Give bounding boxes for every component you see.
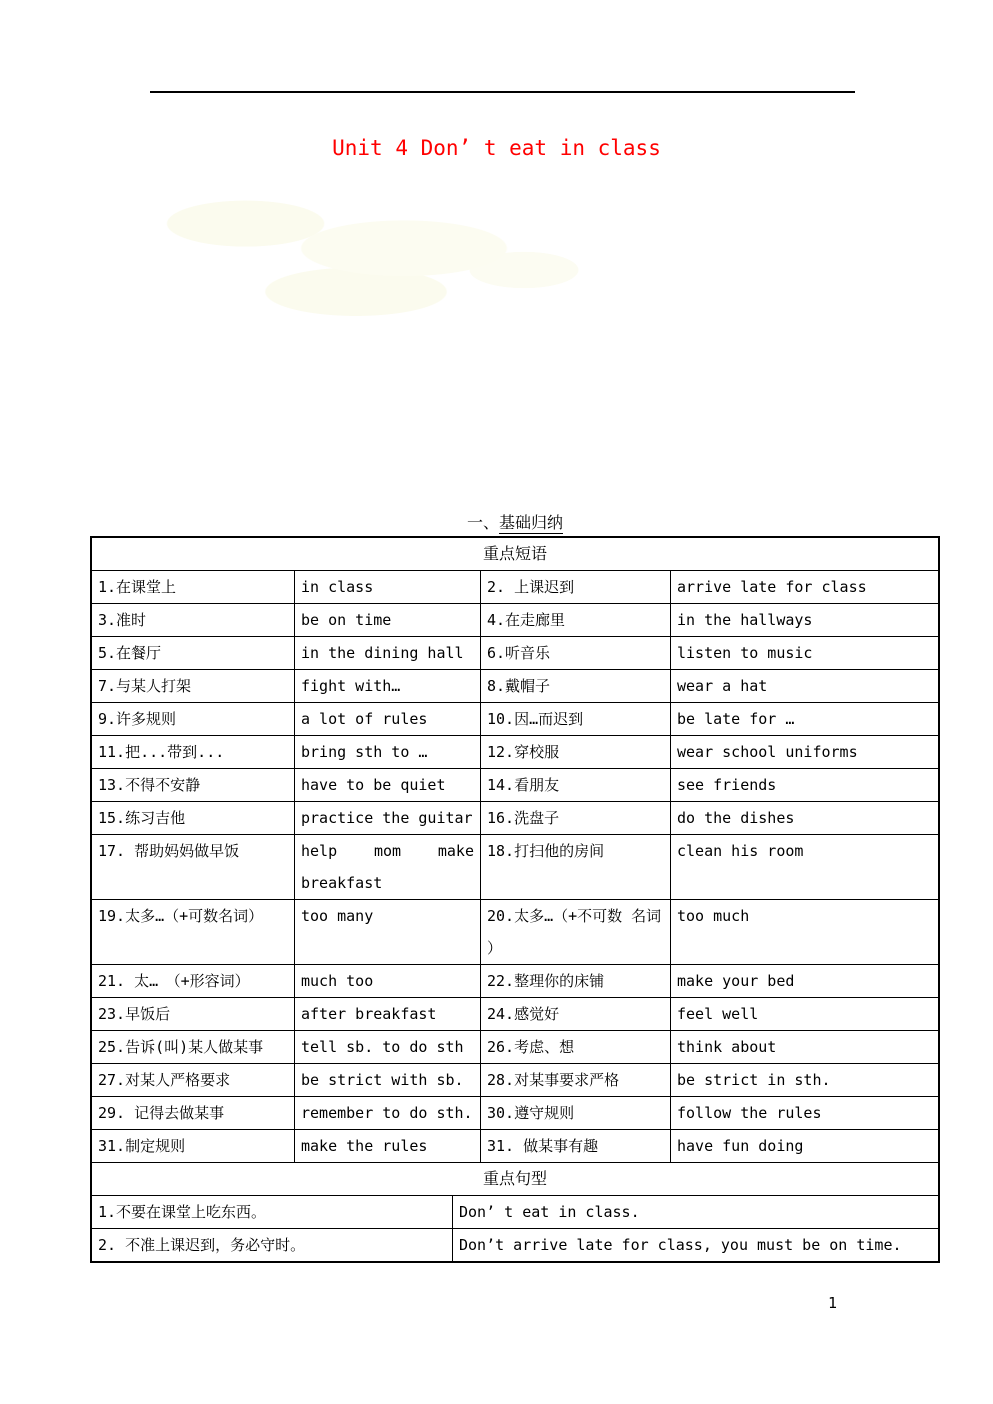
phrase-cn-left: 27.对某人严格要求	[92, 1064, 295, 1096]
section-heading	[90, 513, 940, 533]
phrase-row	[92, 1097, 938, 1130]
sentence-row	[92, 1196, 938, 1229]
phrase-cn-right: 12.穿校服	[481, 736, 671, 768]
phrase-row	[92, 670, 938, 703]
phrase-en-right: have fun doing	[677, 1137, 804, 1155]
watermark	[140, 183, 620, 328]
phrase-cn-right: 22.整理你的床铺	[481, 965, 671, 997]
phrase-cn-left: 3.准时	[92, 604, 295, 636]
phrase-en-right: arrive late for class	[677, 578, 867, 596]
phrase-en-right: make your bed	[677, 972, 795, 990]
phrase-cn-right: 20.太多…（+不可数 名词 ）	[481, 900, 671, 964]
phrase-en-left: bring sth to …	[295, 736, 481, 768]
phrase-en-right: think about	[677, 1038, 777, 1056]
section-heading-text: 基础归纳	[499, 513, 564, 532]
phrase-cn-right: 24.感觉好	[481, 998, 671, 1030]
phrase-row	[92, 703, 938, 736]
phrase-cn-right: 16.洗盘子	[481, 802, 671, 834]
phrase-en-right: listen to music	[677, 644, 813, 662]
sentence-en: Don’t arrive late for class, you must be on time.	[459, 1236, 902, 1254]
phrase-en-left: help mom make breakfast	[295, 835, 481, 899]
sentence-cn: 2. 不准上课迟到，务必守时。	[92, 1229, 453, 1261]
phrase-row	[92, 637, 938, 670]
phrase-en-right: be late for …	[677, 710, 795, 728]
phrase-en-left: make the rules	[295, 1130, 481, 1162]
phrase-row	[92, 769, 938, 802]
phrase-en-right: see friends	[677, 776, 777, 794]
phrase-en-left: be on time	[295, 604, 481, 636]
phrase-en-right: be strict in sth.	[677, 1071, 831, 1089]
phrase-cn-right: 6.听音乐	[481, 637, 671, 669]
phrase-row	[92, 571, 938, 604]
phrase-cn-left: 21. 太… （+形容词）	[92, 965, 295, 997]
phrase-en-right: wear a hat	[677, 677, 768, 695]
phrase-en-left: much too	[295, 965, 481, 997]
sentence-en: Don’ t eat in class.	[459, 1203, 640, 1221]
phrase-en-right: do the dishes	[677, 809, 795, 827]
phrase-cn-left: 23.早饭后	[92, 998, 295, 1030]
page-title: Unit 4 Don’ t eat in class	[332, 136, 661, 160]
page-number: 1	[828, 1294, 838, 1312]
phrase-cn-left: 17. 帮助妈妈做早饭	[92, 835, 295, 899]
sentence-table-header: 重点句型	[92, 1163, 938, 1196]
phrase-row	[92, 1031, 938, 1064]
phrase-cn-right: 31. 做某事有趣	[481, 1130, 671, 1162]
phrase-cn-right: 8.戴帽子	[481, 670, 671, 702]
phrase-cn-left: 13.不得不安静	[92, 769, 295, 801]
phrase-en-left: remember to do sth.	[295, 1097, 481, 1129]
sentence-row	[92, 1229, 938, 1261]
phrase-cn-left: 5.在餐厅	[92, 637, 295, 669]
phrase-row	[92, 900, 938, 965]
phrase-row	[92, 965, 938, 998]
phrase-cn-right: 26.考虑、想	[481, 1031, 671, 1063]
phrase-cn-left: 7.与某人打架	[92, 670, 295, 702]
phrase-rows	[92, 571, 938, 1163]
phrase-en-left: fight with…	[295, 670, 481, 702]
vocab-table	[90, 536, 940, 1263]
phrase-cn-right: 10.因…而迟到	[481, 703, 671, 735]
phrase-en-left: be strict with sb.	[295, 1064, 481, 1096]
phrase-en-left: have to be quiet	[295, 769, 481, 801]
phrase-row	[92, 1064, 938, 1097]
phrase-cn-left: 29. 记得去做某事	[92, 1097, 295, 1129]
phrase-en-left: tell sb. to do sth	[295, 1031, 481, 1063]
sentence-rows	[92, 1196, 938, 1261]
phrase-en-right: clean his room	[677, 842, 804, 860]
phrase-en-left: too many	[295, 900, 481, 964]
phrase-cn-left: 19.太多…（+可数名词）	[92, 900, 295, 964]
phrase-row	[92, 604, 938, 637]
phrase-table-header: 重点短语	[92, 538, 938, 571]
phrase-row	[92, 998, 938, 1031]
phrase-cn-right: 28.对某事要求严格	[481, 1064, 671, 1096]
phrase-en-left: practice the guitar	[295, 802, 481, 834]
phrase-cn-right: 18.打扫他的房间	[481, 835, 671, 899]
phrase-en-left: after breakfast	[295, 998, 481, 1030]
phrase-cn-right: 30.遵守规则	[481, 1097, 671, 1129]
phrase-cn-left: 25.告诉(叫)某人做某事	[92, 1031, 295, 1063]
phrase-cn-left: 9.许多规则	[92, 703, 295, 735]
phrase-cn-right: 14.看朋友	[481, 769, 671, 801]
phrase-en-right: feel well	[677, 1005, 759, 1023]
phrase-en-right: wear school uniforms	[677, 743, 858, 761]
phrase-row	[92, 736, 938, 769]
phrase-en-left: in class	[295, 571, 481, 603]
phrase-en-left: a lot of rules	[295, 703, 481, 735]
phrase-en-right: too much	[677, 907, 750, 925]
phrase-en-right: in the hallways	[677, 611, 813, 629]
phrase-row	[92, 802, 938, 835]
phrase-cn-left: 1.在课堂上	[92, 571, 295, 603]
phrase-row	[92, 835, 938, 900]
phrase-cn-left: 11.把...带到...	[92, 736, 295, 768]
phrase-en-left: in the dining hall	[295, 637, 481, 669]
phrase-cn-left: 15.练习吉他	[92, 802, 295, 834]
phrase-cn-left: 31.制定规则	[92, 1130, 295, 1162]
section-heading-prefix: 一、	[466, 513, 499, 532]
phrase-row	[92, 1130, 938, 1163]
phrase-cn-right: 4.在走廊里	[481, 604, 671, 636]
phrase-en-right: follow the rules	[677, 1104, 822, 1122]
sentence-cn: 1.不要在课堂上吃东西。	[92, 1196, 453, 1228]
phrase-cn-right: 2. 上课迟到	[481, 571, 671, 603]
header-rule	[150, 91, 855, 93]
